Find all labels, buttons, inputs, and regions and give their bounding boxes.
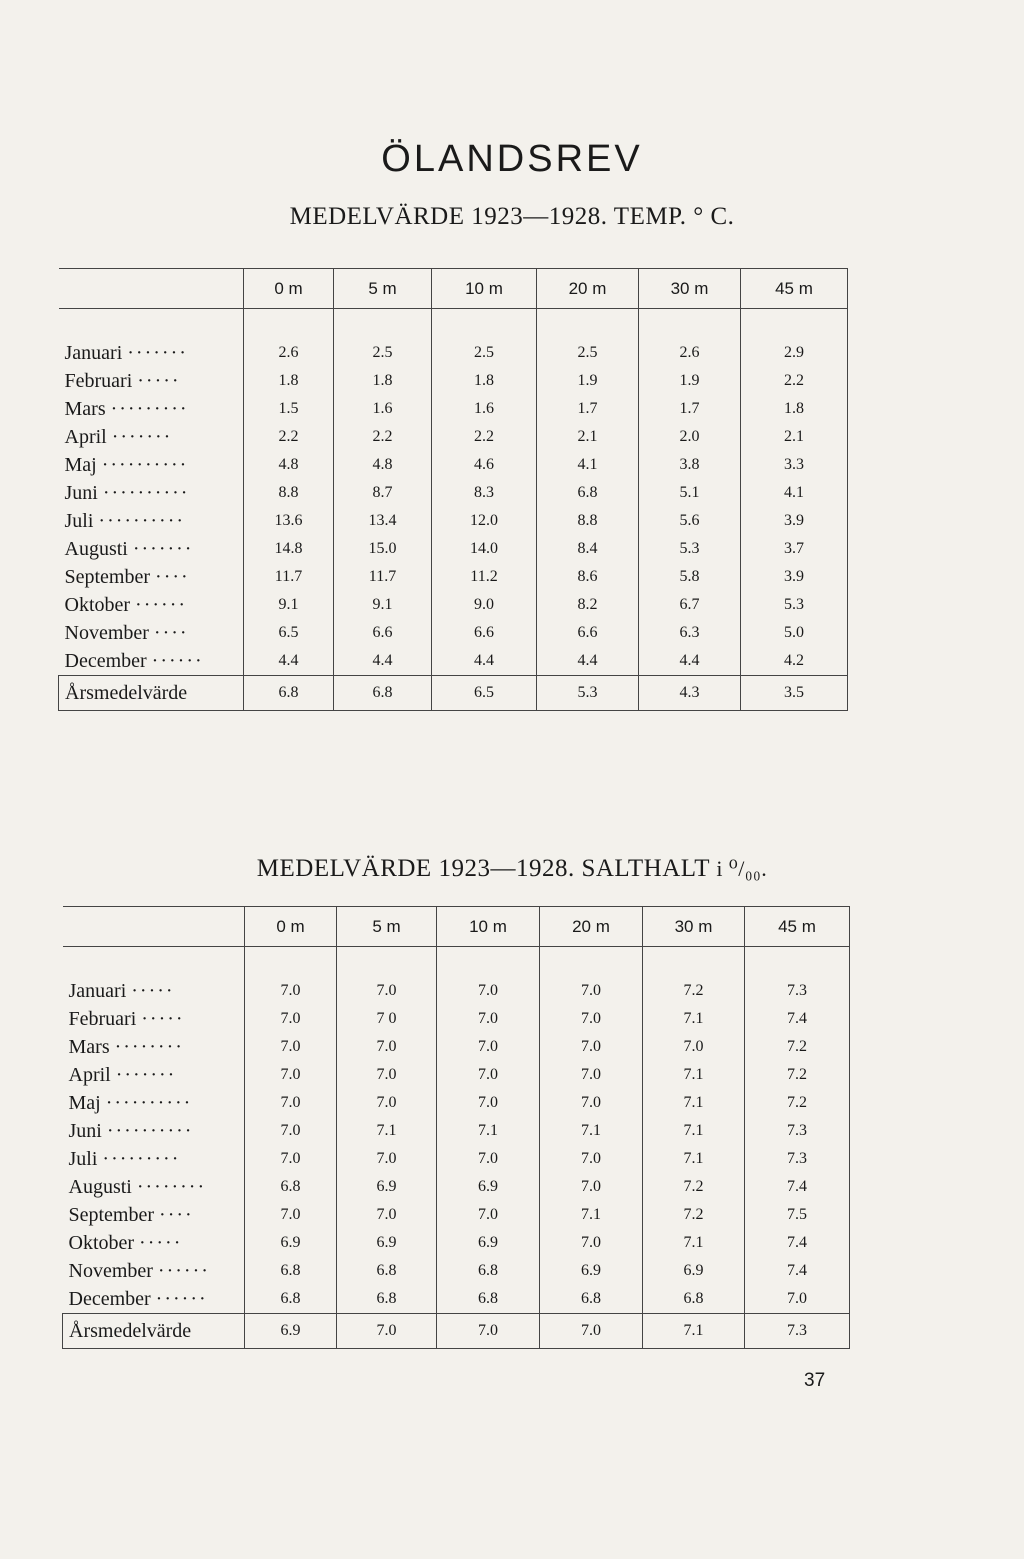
annual-mean-row <box>63 1314 850 1349</box>
table-row <box>63 1117 850 1145</box>
table-cell: 7.1 <box>643 1005 745 1033</box>
table-cell: 6.8 <box>337 1257 437 1285</box>
salt-table-header <box>63 907 850 947</box>
month-name: September <box>68 1203 155 1226</box>
annual-mean-cell: 7.0 <box>337 1314 437 1349</box>
table-cell: 1.8 <box>244 367 334 395</box>
leader-dots: ····· <box>141 1007 185 1030</box>
table-cell: 8.4 <box>537 535 639 563</box>
table-cell: 7.0 <box>337 1201 437 1229</box>
table-cell: 2.1 <box>537 423 639 451</box>
table-cell: 4.4 <box>432 647 537 676</box>
table-cell: 4.1 <box>741 479 848 507</box>
table-cell: 7.4 <box>745 1005 850 1033</box>
salt-title-text: MEDELVÄRDE 1923—1928. SALTHALT <box>256 855 710 882</box>
table-cell: 6.8 <box>337 1285 437 1314</box>
table-cell: 5.1 <box>639 479 741 507</box>
table-row <box>59 507 848 535</box>
table-cell: 9.1 <box>244 591 334 619</box>
table-cell: 7.4 <box>745 1229 850 1257</box>
month-label <box>59 451 244 479</box>
annual-mean-row <box>59 676 848 711</box>
table-cell: 6.6 <box>537 619 639 647</box>
salt-table-body <box>63 947 850 1349</box>
table-cell: 7.3 <box>745 977 850 1005</box>
table-cell: 1.8 <box>741 395 848 423</box>
annual-mean-cell: 6.5 <box>432 676 537 711</box>
month-label <box>63 1117 245 1145</box>
table-cell: 1.6 <box>432 395 537 423</box>
table-row <box>59 647 848 676</box>
month-name: December <box>64 649 147 672</box>
table-cell: 2.5 <box>537 339 639 367</box>
table-cell: 5.8 <box>639 563 741 591</box>
annual-mean-label: Årsmedelvärde <box>63 1314 245 1349</box>
leader-dots: ······· <box>132 537 194 560</box>
table-cell: 7.2 <box>745 1033 850 1061</box>
table-row <box>63 1033 850 1061</box>
annual-mean-cell: 7.0 <box>437 1314 540 1349</box>
table-cell: 2.2 <box>432 423 537 451</box>
month-name: Juli <box>68 1147 98 1170</box>
leader-dots: ····· <box>131 979 175 1002</box>
table-cell: 7.0 <box>540 1173 643 1201</box>
table-cell: 6.8 <box>245 1257 337 1285</box>
table-row <box>59 423 848 451</box>
table-cell: 3.3 <box>741 451 848 479</box>
month-label <box>59 563 244 591</box>
table-cell: 4.8 <box>334 451 432 479</box>
table-row <box>63 1201 850 1229</box>
leader-dots: ········ <box>114 1035 184 1058</box>
table-cell: 1.8 <box>432 367 537 395</box>
table-row <box>59 395 848 423</box>
table-cell: 1.9 <box>537 367 639 395</box>
table-cell: 7.0 <box>337 1145 437 1173</box>
column-header: 30 m <box>643 907 745 947</box>
table-row <box>63 1229 850 1257</box>
salt-table-title <box>0 855 1024 883</box>
column-header: 45 m <box>745 907 850 947</box>
table-cell: 2.2 <box>244 423 334 451</box>
leader-dots: ········· <box>102 1147 181 1170</box>
column-header: 0 m <box>245 907 337 947</box>
table-cell: 6.3 <box>639 619 741 647</box>
annual-mean-cell: 6.9 <box>245 1314 337 1349</box>
table-cell: 7.3 <box>745 1145 850 1173</box>
month-label <box>59 647 244 676</box>
month-label <box>59 507 244 535</box>
table-cell: 7.0 <box>245 1061 337 1089</box>
leader-dots: ········· <box>110 397 189 420</box>
month-name: Oktober <box>64 593 131 616</box>
table-cell: 6.9 <box>337 1229 437 1257</box>
month-label <box>59 367 244 395</box>
table-cell: 7.1 <box>643 1089 745 1117</box>
table-cell: 7.0 <box>437 1201 540 1229</box>
table-cell: 3.9 <box>741 563 848 591</box>
table-cell: 7.0 <box>337 1033 437 1061</box>
month-name: Augusti <box>64 537 128 560</box>
month-name: November <box>68 1259 153 1282</box>
table-cell: 1.9 <box>639 367 741 395</box>
table-cell: 8.7 <box>334 479 432 507</box>
month-name: Juli <box>64 509 94 532</box>
leader-dots: ······· <box>115 1063 177 1086</box>
month-label <box>63 977 245 1005</box>
table-cell: 2.5 <box>432 339 537 367</box>
table-cell: 7.0 <box>245 1005 337 1033</box>
table-row <box>59 479 848 507</box>
month-name: December <box>68 1287 151 1310</box>
table-cell: 6.7 <box>639 591 741 619</box>
table-cell: 6.9 <box>643 1257 745 1285</box>
month-label <box>63 1173 245 1201</box>
column-header: 0 m <box>244 269 334 309</box>
table-cell: 6.8 <box>437 1285 540 1314</box>
table-cell: 8.6 <box>537 563 639 591</box>
table-cell: 7 0 <box>337 1005 437 1033</box>
column-header: 5 m <box>337 907 437 947</box>
month-label <box>63 1145 245 1173</box>
leader-dots: ····· <box>137 369 181 392</box>
table-cell: 2.1 <box>741 423 848 451</box>
header-corner <box>63 907 245 947</box>
column-header: 30 m <box>639 269 741 309</box>
month-name: Januari <box>68 979 127 1002</box>
table-cell: 6.9 <box>337 1173 437 1201</box>
table-row <box>59 451 848 479</box>
table-cell: 2.6 <box>244 339 334 367</box>
table-cell: 7.2 <box>745 1089 850 1117</box>
table-cell: 4.6 <box>432 451 537 479</box>
table-cell: 11.2 <box>432 563 537 591</box>
table-cell: 7.0 <box>437 1005 540 1033</box>
leader-dots: ····· <box>139 1231 183 1254</box>
table-cell: 3.8 <box>639 451 741 479</box>
table-cell: 7.1 <box>643 1061 745 1089</box>
table-cell: 6.9 <box>437 1229 540 1257</box>
table-cell: 3.7 <box>741 535 848 563</box>
table-cell: 7.2 <box>745 1061 850 1089</box>
table-cell: 13.6 <box>244 507 334 535</box>
spacer-row <box>59 309 848 340</box>
table-cell: 8.2 <box>537 591 639 619</box>
table-row <box>59 339 848 367</box>
table-cell: 1.8 <box>334 367 432 395</box>
leader-dots: ···· <box>153 621 189 644</box>
table-cell: 8.8 <box>537 507 639 535</box>
month-name: Maj <box>68 1091 101 1114</box>
month-label <box>63 1089 245 1117</box>
month-name: Juni <box>64 481 98 504</box>
page-number: 37 <box>804 1370 826 1391</box>
table-cell: 4.4 <box>244 647 334 676</box>
leader-dots: ······ <box>155 1287 208 1310</box>
month-label <box>59 423 244 451</box>
table-cell: 7.0 <box>540 1033 643 1061</box>
table-row <box>63 1145 850 1173</box>
table-row <box>59 619 848 647</box>
table-cell: 4.4 <box>334 647 432 676</box>
salt-table <box>62 906 850 1349</box>
table-cell: 8.8 <box>244 479 334 507</box>
salt-unit: i ⁰/₀₀. <box>716 856 768 881</box>
page-title: ÖLANDSREV <box>381 138 643 180</box>
annual-mean-cell: 6.8 <box>334 676 432 711</box>
month-name: April <box>68 1063 111 1086</box>
month-label <box>59 395 244 423</box>
table-cell: 7.2 <box>643 1201 745 1229</box>
column-header: 45 m <box>741 269 848 309</box>
table-cell: 5.3 <box>639 535 741 563</box>
table-row <box>63 1257 850 1285</box>
table-cell: 6.9 <box>540 1257 643 1285</box>
table-cell: 5.0 <box>741 619 848 647</box>
table-cell: 7.1 <box>437 1117 540 1145</box>
table-cell: 7.0 <box>245 977 337 1005</box>
table-cell: 7.0 <box>337 1061 437 1089</box>
annual-mean-cell: 7.3 <box>745 1314 850 1349</box>
table-cell: 7.2 <box>643 977 745 1005</box>
table-cell: 7.0 <box>437 977 540 1005</box>
column-header: 20 m <box>537 269 639 309</box>
table-cell: 7.2 <box>643 1173 745 1201</box>
table-cell: 7.0 <box>437 1061 540 1089</box>
table-row <box>63 1173 850 1201</box>
month-label <box>63 1033 245 1061</box>
month-label <box>59 479 244 507</box>
month-name: September <box>64 565 151 588</box>
table-cell: 7.4 <box>745 1173 850 1201</box>
table-cell: 2.2 <box>334 423 432 451</box>
table-cell: 7.0 <box>745 1285 850 1314</box>
month-label <box>59 535 244 563</box>
table-cell: 4.1 <box>537 451 639 479</box>
table-cell: 2.5 <box>334 339 432 367</box>
table-cell: 6.8 <box>245 1285 337 1314</box>
table-cell: 6.8 <box>245 1173 337 1201</box>
month-name: Mars <box>64 397 106 420</box>
month-label <box>63 1201 245 1229</box>
table-row <box>63 1089 850 1117</box>
table-cell: 6.8 <box>537 479 639 507</box>
month-name: Februari <box>64 369 133 392</box>
table-cell: 7.0 <box>540 1145 643 1173</box>
annual-mean-cell: 7.0 <box>540 1314 643 1349</box>
table-cell: 7.0 <box>437 1089 540 1117</box>
table-cell: 7.0 <box>245 1033 337 1061</box>
leader-dots: ······· <box>111 425 173 448</box>
table-cell: 6.8 <box>643 1285 745 1314</box>
table-cell: 7.0 <box>437 1033 540 1061</box>
leader-dots: ·········· <box>98 509 186 532</box>
table-cell: 1.6 <box>334 395 432 423</box>
table-row <box>63 1005 850 1033</box>
table-row <box>59 535 848 563</box>
month-name: Februari <box>68 1007 137 1030</box>
table-cell: 2.0 <box>639 423 741 451</box>
table-cell: 5.6 <box>639 507 741 535</box>
table-row <box>59 563 848 591</box>
table-cell: 14.0 <box>432 535 537 563</box>
leader-dots: ···· <box>155 565 190 588</box>
month-name: Januari <box>64 341 123 364</box>
table-cell: 1.7 <box>639 395 741 423</box>
table-row <box>59 367 848 395</box>
table-cell: 7.0 <box>245 1089 337 1117</box>
month-label <box>59 339 244 367</box>
leader-dots: ·········· <box>105 1091 193 1114</box>
table-row <box>63 1061 850 1089</box>
table-cell: 7.1 <box>540 1201 643 1229</box>
month-label <box>63 1229 245 1257</box>
table-cell: 3.9 <box>741 507 848 535</box>
table-cell: 7.0 <box>245 1117 337 1145</box>
annual-mean-cell: 4.3 <box>639 676 741 711</box>
table-cell: 9.0 <box>432 591 537 619</box>
leader-dots: ······· <box>127 341 188 364</box>
month-name: Augusti <box>68 1175 132 1198</box>
table-cell: 4.4 <box>537 647 639 676</box>
table-cell: 7.1 <box>643 1229 745 1257</box>
table-cell: 2.2 <box>741 367 848 395</box>
month-label <box>63 1061 245 1089</box>
month-name: Oktober <box>68 1231 135 1254</box>
table-cell: 5.3 <box>741 591 848 619</box>
table-cell: 7.0 <box>437 1145 540 1173</box>
table-cell: 6.8 <box>540 1285 643 1314</box>
table-cell: 7.1 <box>643 1117 745 1145</box>
table-cell: 9.1 <box>334 591 432 619</box>
table-cell: 7.1 <box>540 1117 643 1145</box>
table-cell: 7.3 <box>745 1117 850 1145</box>
table-cell: 8.3 <box>432 479 537 507</box>
temp-table <box>58 268 848 711</box>
temp-table-title: MEDELVÄRDE 1923—1928. TEMP. ° C. <box>289 203 735 230</box>
table-cell: 12.0 <box>432 507 537 535</box>
month-label <box>63 1285 245 1314</box>
table-cell: 7.0 <box>540 1229 643 1257</box>
temp-table-header <box>59 269 848 309</box>
table-cell: 4.2 <box>741 647 848 676</box>
spacer-row <box>63 947 850 978</box>
table-cell: 1.7 <box>537 395 639 423</box>
table-cell: 13.4 <box>334 507 432 535</box>
table-cell: 7.0 <box>540 1061 643 1089</box>
table-cell: 6.6 <box>432 619 537 647</box>
table-cell: 6.9 <box>437 1173 540 1201</box>
column-header: 5 m <box>334 269 432 309</box>
leader-dots: ·········· <box>101 453 189 476</box>
table-cell: 7.0 <box>643 1033 745 1061</box>
table-row <box>63 977 850 1005</box>
month-name: Maj <box>64 453 97 476</box>
table-cell: 4.4 <box>639 647 741 676</box>
temp-table-body <box>59 309 848 711</box>
leader-dots: ······ <box>135 593 188 616</box>
table-cell: 2.9 <box>741 339 848 367</box>
table-cell: 6.8 <box>437 1257 540 1285</box>
annual-mean-cell: 7.1 <box>643 1314 745 1349</box>
table-cell: 6.6 <box>334 619 432 647</box>
table-cell: 7.0 <box>540 1089 643 1117</box>
table-cell: 1.5 <box>244 395 334 423</box>
leader-dots: ···· <box>159 1203 194 1226</box>
month-label <box>59 591 244 619</box>
table-cell: 6.5 <box>244 619 334 647</box>
table-cell: 7.5 <box>745 1201 850 1229</box>
month-name: April <box>64 425 107 448</box>
month-label <box>63 1005 245 1033</box>
annual-mean-cell: 3.5 <box>741 676 848 711</box>
table-cell: 2.6 <box>639 339 741 367</box>
table-cell: 4.8 <box>244 451 334 479</box>
month-name: Juni <box>68 1119 102 1142</box>
leader-dots: ········ <box>136 1175 207 1198</box>
table-cell: 7.4 <box>745 1257 850 1285</box>
table-cell: 7.0 <box>245 1201 337 1229</box>
table-cell: 14.8 <box>244 535 334 563</box>
leader-dots: ······ <box>157 1259 210 1282</box>
table-cell: 15.0 <box>334 535 432 563</box>
table-cell: 7.1 <box>337 1117 437 1145</box>
month-name: Mars <box>68 1035 110 1058</box>
table-cell: 7.0 <box>540 1005 643 1033</box>
month-name: November <box>64 621 149 644</box>
month-label <box>59 619 244 647</box>
column-header: 20 m <box>540 907 643 947</box>
table-cell: 7.0 <box>337 1089 437 1117</box>
table-cell: 11.7 <box>334 563 432 591</box>
month-label <box>63 1257 245 1285</box>
leader-dots: ·········· <box>106 1119 194 1142</box>
leader-dots: ·········· <box>102 481 190 504</box>
annual-mean-cell: 6.8 <box>244 676 334 711</box>
leader-dots: ······ <box>151 649 204 672</box>
table-cell: 6.9 <box>245 1229 337 1257</box>
table-cell: 7.0 <box>540 977 643 1005</box>
column-header: 10 m <box>432 269 537 309</box>
table-cell: 11.7 <box>244 563 334 591</box>
table-row <box>63 1285 850 1314</box>
annual-mean-cell: 5.3 <box>537 676 639 711</box>
table-cell: 7.1 <box>643 1145 745 1173</box>
table-row <box>59 591 848 619</box>
header-corner <box>59 269 244 309</box>
annual-mean-label: Årsmedelvärde <box>59 676 244 711</box>
table-cell: 7.0 <box>245 1145 337 1173</box>
column-header: 10 m <box>437 907 540 947</box>
table-cell: 7.0 <box>337 977 437 1005</box>
